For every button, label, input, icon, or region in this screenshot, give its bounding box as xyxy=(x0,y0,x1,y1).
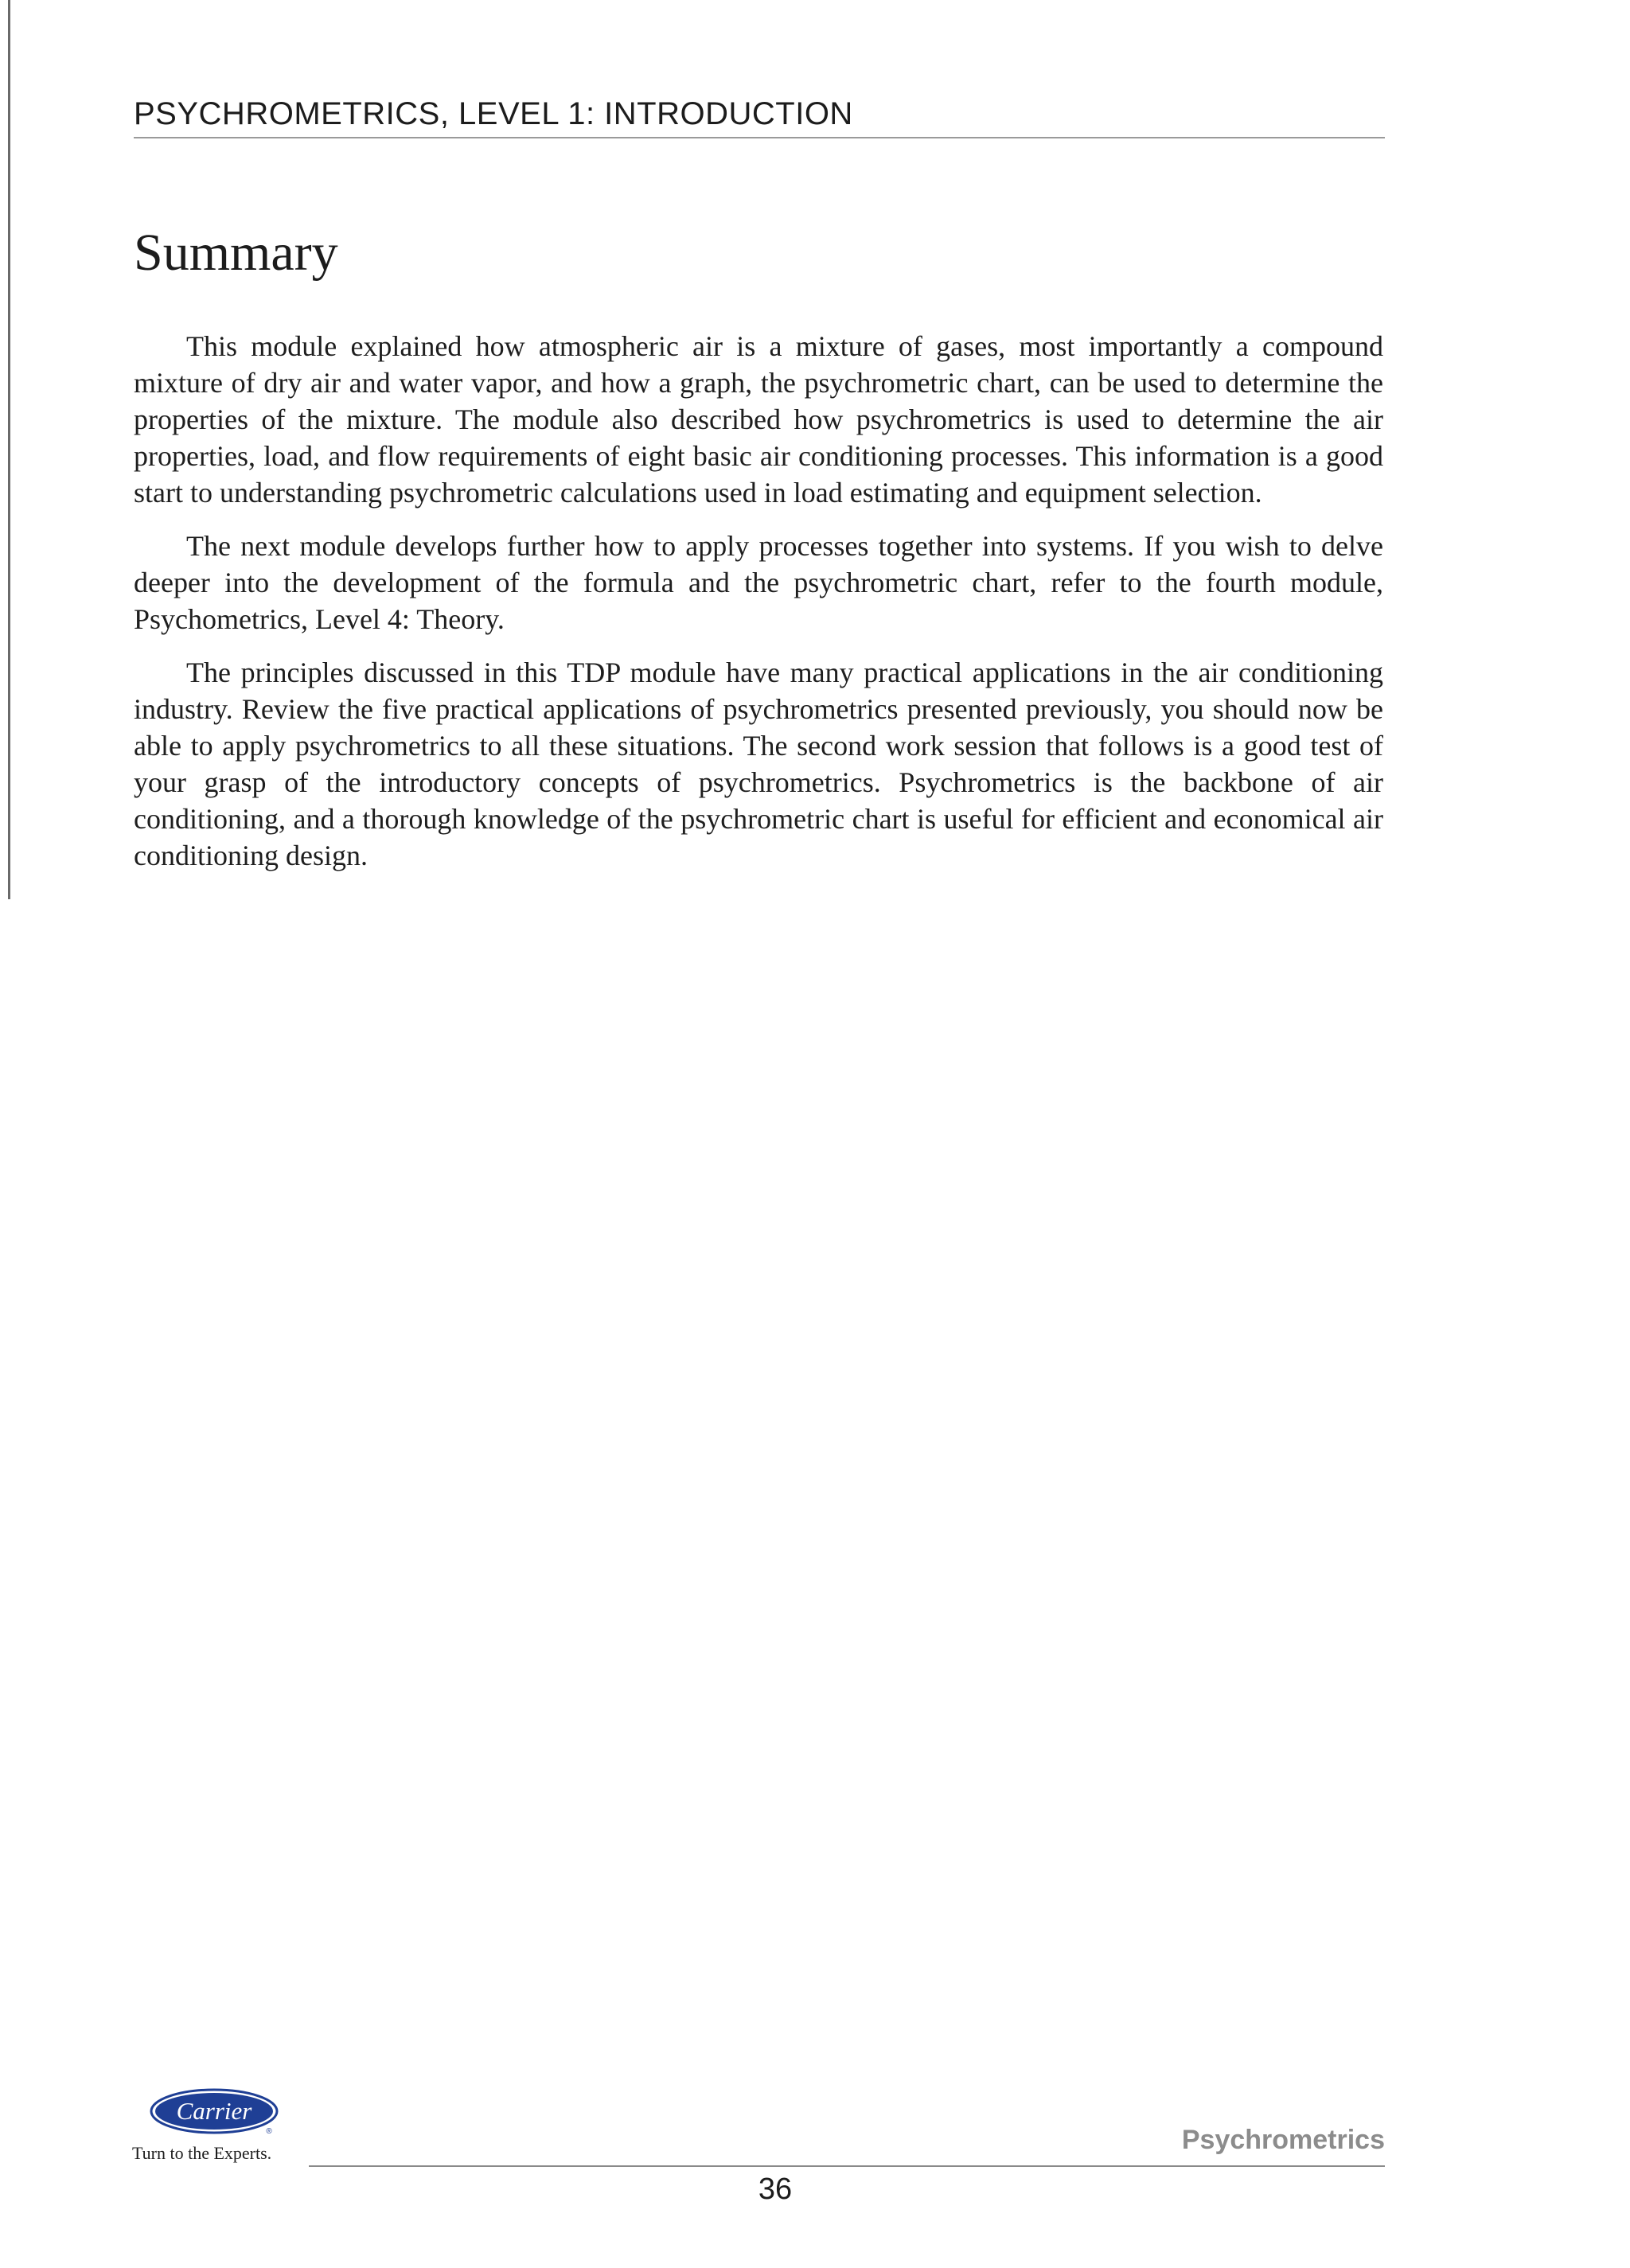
summary-paragraph-1: This module explained how atmospheric air is a mixture of gases, most importantly a compound mixture of dry air and water vapor, and how a graph, the psychrometric chart, can be used to determine the properties of the mixture. The module also described how psychrometrics is used to determine the air properties, load, and flow requirements of eight basic air conditioning processes. This information is a good start to understanding psychrometric calculations used in load estimating and equipment selection. xyxy=(134,330,1383,509)
running-header-title: PSYCHROMETRICS, LEVEL 1: INTRODUCTION xyxy=(134,96,853,131)
carrier-logo xyxy=(127,2087,302,2175)
page-number: 36 xyxy=(758,2173,793,2206)
summary-body xyxy=(134,328,1383,890)
carrier-logo-oval xyxy=(150,2087,279,2135)
summary-paragraph-2: The next module develops further how to apply processes together into systems. If you wish to delve deeper into the development of the formula and the psychrometric chart, refer to the fourth module, Psychometrics, Level 4: Theory. xyxy=(134,530,1383,635)
footer-brand: Psychrometrics xyxy=(1181,2125,1385,2155)
registered-mark-icon: ® xyxy=(266,2127,272,2135)
section-heading: Summary xyxy=(134,224,338,282)
logo-tagline: Turn to the Experts. xyxy=(132,2143,272,2163)
summary-paragraph-3: The principles discussed in this TDP module have many practical applications in the air conditioning industry. Review the five practical applications of psychrometrics presented previously, you should now be able to apply psychrometrics to all these situations. The second work session that follows is a good test of your grasp of the introductory concepts of psychrometrics. Psychrometrics is the backbone of air conditioning, and a thorough knowledge of the psychrometric chart is useful for efficient and economical air conditioning design. xyxy=(134,657,1383,871)
carrier-logo-text: Carrier xyxy=(176,2097,252,2125)
running-header xyxy=(134,88,1385,138)
footer-rule xyxy=(309,2165,1385,2167)
binding-edge xyxy=(8,0,10,899)
